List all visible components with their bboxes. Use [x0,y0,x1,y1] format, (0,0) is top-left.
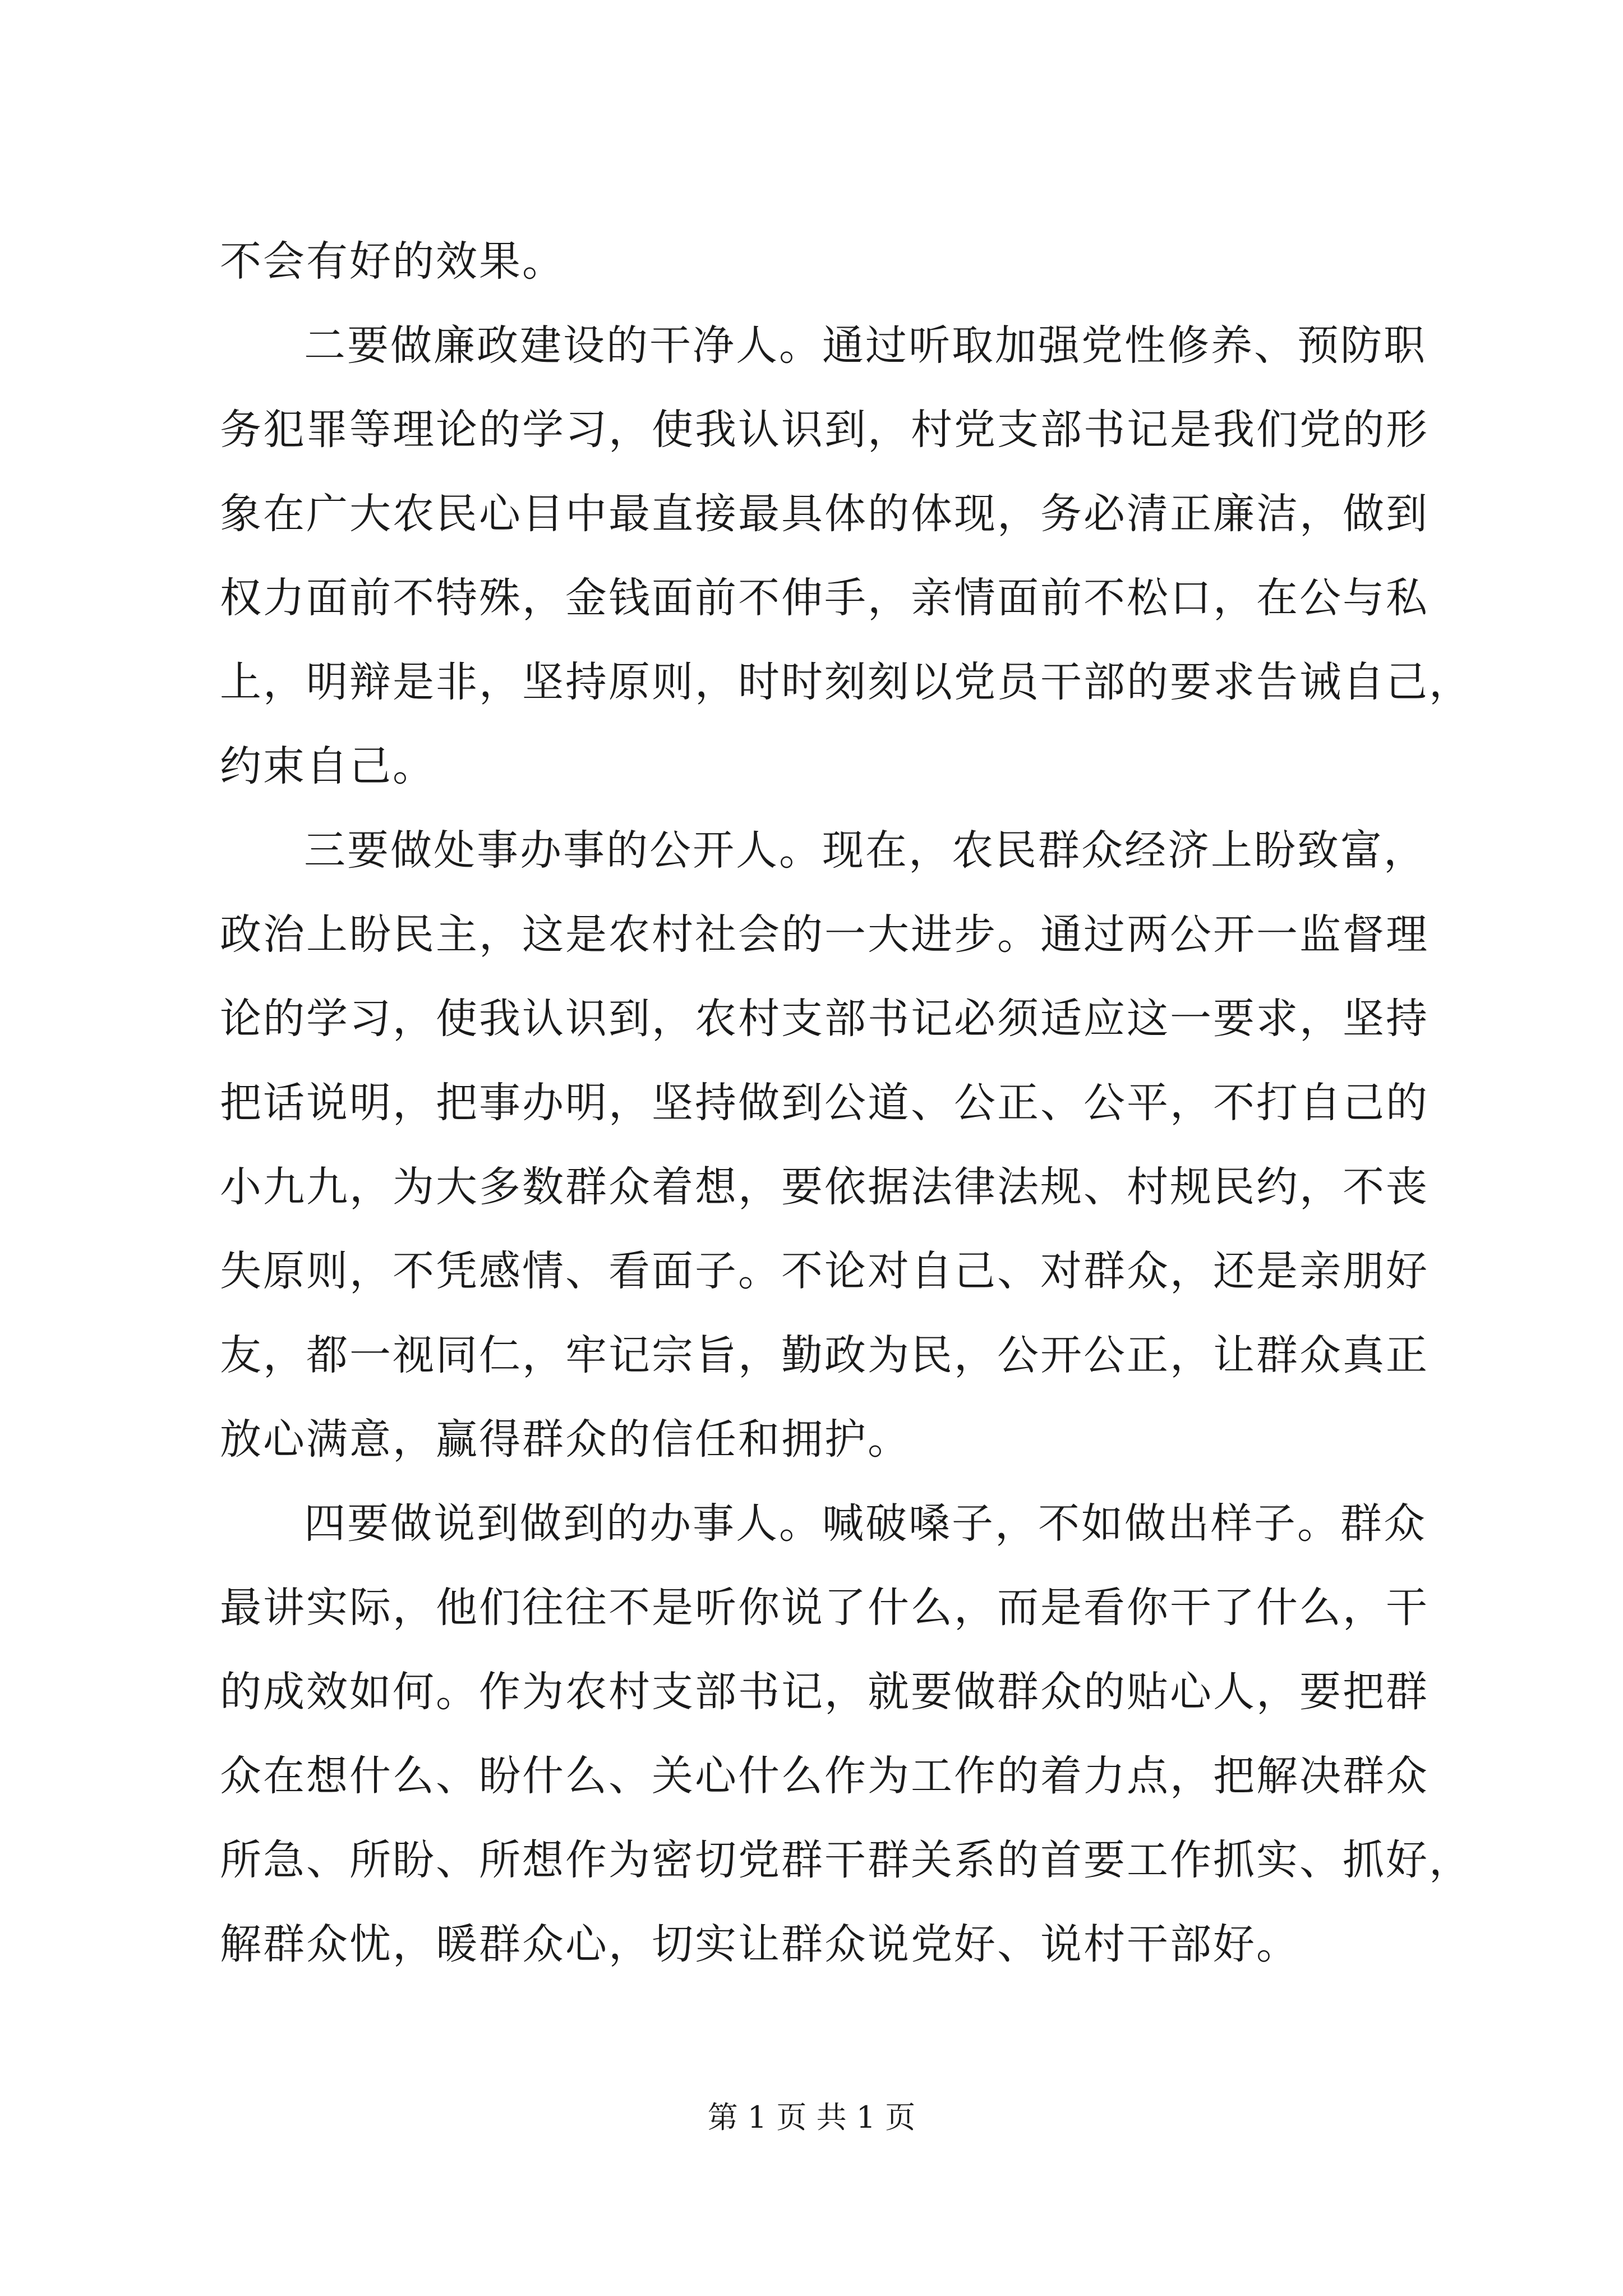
text-line: 最讲实际，他们往往不是听你说了什么，而是看你干了什么，干 [220,1584,1429,1632]
text-line: 不会有好的效果。 [220,237,565,286]
text-line: 解群众忧，暖群众心，切实让群众说党好、说村干部好。 [220,1920,1299,1968]
paragraph-start-line: 三要做处事办事的公开人。现在，农民群众经济上盼致富， [304,826,1427,875]
paragraph-start-line: 四要做说到做到的办事人。喊破嗓子，不如做出样子。群众 [304,1499,1427,1548]
paragraph-start-line: 二要做廉政建设的干净人。通过听取加强党性修养、预防职 [304,321,1427,370]
text-line: 务犯罪等理论的学习，使我认识到，村党支部书记是我们党的形 [220,406,1429,454]
text-line: 众在想什么、盼什么、关心什么作为工作的着力点，把解决群众 [220,1752,1429,1800]
text-line: 约束自己。 [220,742,436,790]
text-line: 所急、所盼、所想作为密切党群干群关系的首要工作抓实、抓好， [220,1836,1472,1884]
text-line: 放心满意，赢得群众的信任和拥护。 [220,1415,911,1464]
text-line: 失原则，不凭感情、看面子。不论对自己、对群众，还是亲朋好 [220,1247,1429,1295]
text-line: 权力面前不特殊，金钱面前不伸手，亲情面前不松口，在公与私 [220,574,1429,622]
text-line: 象在广大农民心目中最直接最具体的体现，务必清正廉洁，做到 [220,490,1429,538]
text-line: 把话说明，把事办明，坚持做到公道、公正、公平，不打自己的 [220,1079,1429,1127]
text-line: 的成效如何。作为农村支部书记，就要做群众的贴心人，要把群 [220,1668,1429,1716]
text-line: 友，都一视同仁，牢记宗旨，勤政为民，公开公正，让群众真正 [220,1331,1429,1379]
text-line: 政治上盼民主，这是农村社会的一大进步。通过两公开一监督理 [220,910,1429,959]
page-footer: 第 1 页 共 1 页 [707,2100,916,2135]
text-line: 论的学习，使我认识到，农村支部书记必须适应这一要求，坚持 [220,995,1429,1043]
text-line: 上，明辩是非，坚持原则，时时刻刻以党员干部的要求告诫自己， [220,658,1472,706]
text-line: 小九九，为大多数群众着想，要依据法律法规、村规民约，不丧 [220,1163,1429,1211]
